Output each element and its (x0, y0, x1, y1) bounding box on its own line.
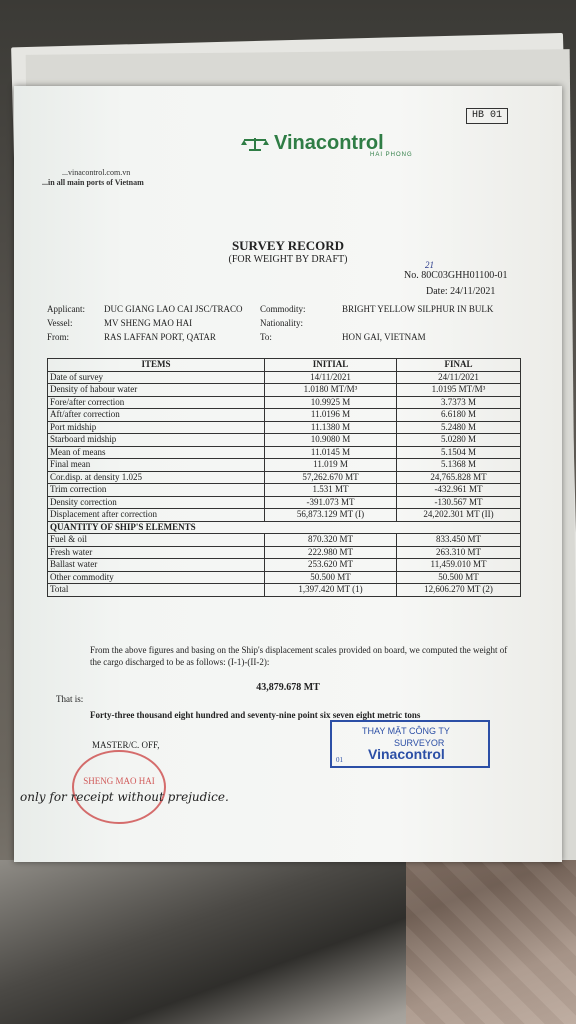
row-initial: -391.073 MT (265, 496, 397, 509)
row-item: Aft/after correction (48, 409, 265, 422)
to-value: HON GAI, VIETNAM (342, 332, 426, 342)
handwritten-note: only for receipt without prejudice. (20, 790, 229, 804)
table-row (48, 496, 521, 509)
row-final: 5.0280 M (397, 434, 521, 447)
row-final: -432.961 MT (397, 484, 521, 497)
table-row (48, 546, 521, 559)
logo-subtitle: HAI PHONG (370, 152, 413, 158)
row-item: Cor.disp. at density 1.025 (48, 471, 265, 484)
table-row (48, 434, 521, 447)
table-row (48, 471, 521, 484)
vessel-label: Vessel: (47, 318, 73, 328)
row-item: Final mean (48, 459, 265, 472)
header-final: FINAL (397, 359, 521, 372)
section-title: QUANTITY OF SHIP'S ELEMENTS (48, 521, 521, 534)
table-row (48, 559, 521, 572)
stamp-line-4: 01 (336, 756, 343, 764)
ports-line: ...in all main ports of Vietnam (42, 178, 144, 187)
row-item: Other commodity (48, 571, 265, 584)
row-final: 5.1368 M (397, 459, 521, 472)
commodity-label: Commodity: (260, 304, 306, 314)
row-item: Ballast water (48, 559, 265, 572)
website: ...vinacontrol.com.vn (62, 168, 131, 177)
row-initial: 1.531 MT (265, 484, 397, 497)
row-item: Total (48, 584, 265, 597)
row-initial: 50.500 MT (265, 571, 397, 584)
row-final: 50.500 MT (397, 571, 521, 584)
applicant-value: DUC GIANG LAO CAI JSC/TRACO (104, 304, 243, 314)
document-date (426, 286, 495, 297)
applicant-label: Applicant: (47, 304, 85, 314)
table-header-row (48, 359, 521, 372)
nationality-label: Nationality: (260, 318, 303, 328)
row-final: 1.0195 MT/M³ (397, 384, 521, 397)
row-item: Port midship (48, 421, 265, 434)
row-final: 11,459.010 MT (397, 559, 521, 572)
row-initial: 11.0145 M (265, 446, 397, 459)
elements-body (48, 534, 521, 597)
row-initial: 11.0196 M (265, 409, 397, 422)
table-row (48, 459, 521, 472)
logo-text: Vinacontrol (274, 132, 384, 154)
row-item: Density correction (48, 496, 265, 509)
row-final: 263.310 MT (397, 546, 521, 559)
row-final: 833.450 MT (397, 534, 521, 547)
section-row (48, 521, 521, 534)
row-initial: 57,262.670 MT (265, 471, 397, 484)
row-item: Mean of means (48, 446, 265, 459)
table-row (48, 409, 521, 422)
document-number (404, 270, 508, 281)
no-label: No. (404, 270, 419, 281)
stamp-line-3: Vinacontrol (368, 746, 445, 762)
row-final: 12,606.270 MT (2) (397, 584, 521, 597)
row-initial: 56,873.129 MT (I) (265, 509, 397, 522)
row-item: Trim correction (48, 484, 265, 497)
code-box: HB 01 (466, 108, 508, 124)
ship-seal-text: SHENG MAO HAI (83, 776, 155, 786)
row-item: Fore/after correction (48, 396, 265, 409)
date-value: 24/11/2021 (450, 286, 496, 297)
date-label: Date: (426, 286, 448, 297)
document-subtitle: (FOR WEIGHT BY DRAFT) (228, 254, 348, 265)
survey-table (47, 358, 521, 597)
table-row (48, 396, 521, 409)
table-row (48, 384, 521, 397)
row-final: 5.1504 M (397, 446, 521, 459)
that-is-label: That is: (56, 694, 84, 704)
stamp-line-2: SURVEYOR (394, 738, 445, 748)
table-row (48, 421, 521, 434)
table-row (48, 534, 521, 547)
document-title: SURVEY RECORD (231, 238, 345, 253)
header-initial: INITIAL (265, 359, 397, 372)
from-label: From: (47, 332, 70, 342)
row-item: Starboard midship (48, 434, 265, 447)
row-item: Density of habour water (48, 384, 265, 397)
conclusion-paragraph: From the above figures and basing on the Ship's displacement scales provided on board, we computed the weight of the cargo discharged to be as follows: (I-1)-(II-2): (90, 645, 508, 667)
row-initial: 222.980 MT (265, 546, 397, 559)
row-final: -130.567 MT (397, 496, 521, 509)
row-initial: 1.0180 MT/M³ (265, 384, 397, 397)
row-initial: 14/11/2021 (265, 371, 397, 384)
row-item: Fresh water (48, 546, 265, 559)
table-row (48, 571, 521, 584)
vinacontrol-logo (240, 132, 384, 155)
header-items: ITEMS (48, 359, 265, 372)
row-initial: 10.9080 M (265, 434, 397, 447)
row-initial: 11.019 M (265, 459, 397, 472)
row-initial: 11.1380 M (265, 421, 397, 434)
master-signature-label: MASTER/C. OFF, (92, 740, 160, 750)
table-row (48, 584, 521, 597)
handwritten-number: 21 (425, 260, 434, 270)
stamp-line-1: THAY MẶT CÔNG TY (362, 726, 450, 736)
table-row (48, 509, 521, 522)
row-initial: 870.320 MT (265, 534, 397, 547)
cargo-weight-result: 43,879.678 MT (256, 682, 320, 693)
table-row (48, 484, 521, 497)
row-final: 24,202.301 MT (II) (397, 509, 521, 522)
floor-tile (406, 860, 576, 1024)
to-label: To: (260, 332, 272, 342)
row-initial: 10.9925 M (265, 396, 397, 409)
vessel-value: MV SHENG MAO HAI (104, 318, 193, 328)
row-item: Fuel & oil (48, 534, 265, 547)
row-item: Displacement after correction (48, 509, 265, 522)
row-final: 5.2480 M (397, 421, 521, 434)
row-initial: 1,397.420 MT (1) (265, 584, 397, 597)
row-final: 3.7373 M (397, 396, 521, 409)
table-row (48, 371, 521, 384)
from-value: RAS LAFFAN PORT, QATAR (104, 332, 216, 342)
row-initial: 253.620 MT (265, 559, 397, 572)
row-final: 6.6180 M (397, 409, 521, 422)
no-value: 80C03GHH01100-01 (421, 270, 508, 281)
surveyor-stamp (330, 720, 490, 768)
weight-in-words: Forty-three thousand eight hundred and seventy-nine point six seven eight metric tons (90, 710, 421, 720)
ship-seal-stamp (72, 750, 166, 824)
table-row (48, 446, 521, 459)
row-final: 24,765.828 MT (397, 471, 521, 484)
row-item: Date of survey (48, 371, 265, 384)
row-final: 24/11/2021 (397, 371, 521, 384)
scale-icon (240, 136, 270, 152)
commodity-value: BRIGHT YELLOW SILPHUR IN BULK (342, 304, 494, 314)
table-body (48, 371, 521, 521)
